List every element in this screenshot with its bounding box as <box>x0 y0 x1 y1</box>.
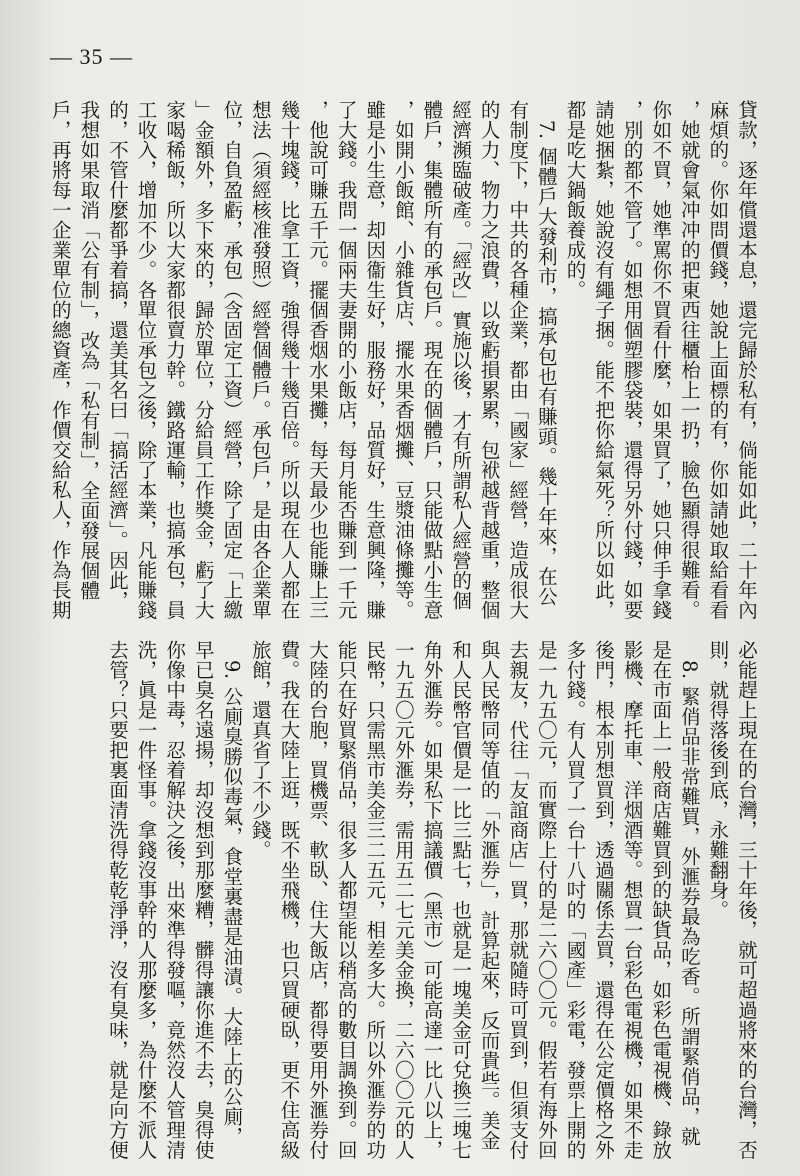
text-column: 和人民幣官價是一比三點七，也就是一塊美金可兌換三塊七 <box>449 640 473 1160</box>
text-column: 後門，根本別想買到，透過關係去買，還得在公定價格之外 <box>592 640 616 1160</box>
text-column: 旅館，還真省了不少錢。 <box>248 640 272 860</box>
text-column: 多付錢。有人買了一台十八吋的「國產」彩電，發票上開的 <box>563 640 587 1160</box>
text-column: 7. 個體戶大發利市，搞承包也有賺頭。幾十年來，在公 <box>534 100 558 607</box>
lower-text-block <box>70 640 760 1160</box>
text-column: 請她捆紮，她說沒有繩子捆。能不把你給氣死？所以如此， <box>592 100 616 620</box>
text-column: 與人民幣同等值的「外滙券」，計算起來，反而貴些。美金 <box>477 640 501 1151</box>
text-column: 都是吃大鍋飯養成的。 <box>563 100 587 300</box>
text-column: 」金額外，多下來的，歸於單位，分給員工作獎金，虧了大 <box>191 100 215 620</box>
text-column: ，如開小飯館、小雜貨店、擺水果香烟攤、豆漿油條攤等。 <box>391 100 415 620</box>
text-column: 必能趕上現在的台灣，三十年後，就可超過將來的台灣，否 <box>735 640 758 1160</box>
text-column: 能只在好買緊俏品，很多人都望能以稍高的數目調換到。回 <box>334 640 358 1160</box>
text-column: 雖是小生意，却因衞生好，服務好，品質好，生意興隆，賺 <box>363 100 387 620</box>
text-column: 家喝稀飯，所以大家都很賣力幹。鐵路運輸，也搞承包，員 <box>163 100 187 620</box>
text-column: 影機、摩托車、洋烟酒等。想買一台彩色電視機，如果不走 <box>620 640 644 1160</box>
text-column: 是在市面上一般商店難買到的缺貨品，如彩色電視機、錄放 <box>649 640 673 1160</box>
text-column: 去親友，代往「友誼商店」買，那就隨時可買到，但須支付 <box>506 640 530 1160</box>
page-number: — 35 — <box>50 44 133 69</box>
text-column: 民幣，只需黑市美金三二五元，相差多大。所以外滙券的功 <box>363 640 387 1160</box>
text-column: 早已臭名遠揚，却沒想到那麼糟，髒得讓你進不去，臭得使 <box>191 640 215 1160</box>
text-column: 工收入，增加不少。各單位承包之後，除了本業，凡能賺錢 <box>134 100 158 620</box>
text-column: 我想如果取消「公有制」，改為「私有制」，全面發展個體 <box>77 100 101 601</box>
text-column: 是一九五〇元，而實際上付的是二六〇〇元。假若有海外回 <box>534 640 558 1160</box>
text-column: 去管？只要把裏面清洗得乾乾淨淨，沒有臭味，就是向方便 <box>105 640 129 1160</box>
text-column: 幾十塊錢，比拿工資，強得幾十幾百倍。所以現在人人都在 <box>277 100 301 620</box>
text-column: 的，不管什麼都爭着搞，還美其名曰「搞活經濟」。因此， <box>105 100 129 611</box>
text-column: 體戶，集體所有的承包戶。現在的個體戶，只能做點小生意 <box>420 100 444 620</box>
text-column: 大陸的台胞，買機票、軟臥、住大飯店，都得要用外滙券付 <box>306 640 330 1160</box>
upper-text-block <box>48 100 760 626</box>
text-column: 費。我在大陸上逛，既不坐飛機，也只買硬臥，更不住高級 <box>277 640 301 1160</box>
text-column: 了大錢。我問一個兩夫妻開的小飯店，每月能否賺到一千元 <box>334 100 358 620</box>
text-column: ，她就會氣冲冲的把東西往櫃枱上一扔，臉色顯得很難看。 <box>677 100 701 620</box>
text-column: 貸款，逐年償還本息，還完歸於私有，倘能如此，二十年內 <box>735 100 758 620</box>
text-column: 戶，再將每一企業單位的總資產，作價交給私人，作為長期 <box>48 100 72 620</box>
text-column: 位，自負盈虧，承包（含固定工資）經營，除了固定「上繳 <box>220 100 244 620</box>
text-column: 想法（須經核准發照）經營個體戶。承包戶，是由各企業單 <box>248 100 272 620</box>
text-column: 8. 緊俏品非常難買，外滙券最為吃香。所謂緊俏品，就 <box>677 640 701 1147</box>
text-column: 的人力、物力之浪費，以致虧損累累，包袱越背越重，整個 <box>477 100 501 620</box>
text-column: 有制度下，中共的各種企業，都由「國家」經營，造成很大 <box>506 100 530 620</box>
text-column: 經濟瀕臨破產。「經改」實施以後，才有所謂私人經營的個 <box>449 100 473 611</box>
text-column: 麻煩的。你如問價錢，她說上面標的有，你如請她取給看看 <box>706 100 730 620</box>
text-column: 洗，眞是一件怪事。拿錢沒事幹的人那麼多，為什麼不派人 <box>134 640 158 1160</box>
text-column: 9. 公廁臭勝似毒氣，食堂裏盡是油漬。大陸上的公廁， <box>220 640 244 1147</box>
text-column: 則，就得落後到底，永難翻身。 <box>706 640 730 920</box>
text-column: ，別的都不管了。如想用個塑膠袋裝，還得另外付錢，如要 <box>620 100 644 620</box>
text-column: 角外滙券。如果私下搞議價（黑市）可能高達一比八以上， <box>420 640 444 1160</box>
text-column: 一九五〇元外滙券，需用五二七元美金換，二六〇〇元的人 <box>391 640 415 1160</box>
text-column: 你如不買，她準罵你不買看什麼，如果買了，她只伸手拿錢 <box>649 100 673 620</box>
text-column: 你像中毒，忍着解決之後，出來準得發嘔，竟然沒人管理清 <box>163 640 187 1160</box>
text-column: ，他說可賺五千元。擺個香烟水果攤，每天最少也能賺上三 <box>306 100 330 620</box>
